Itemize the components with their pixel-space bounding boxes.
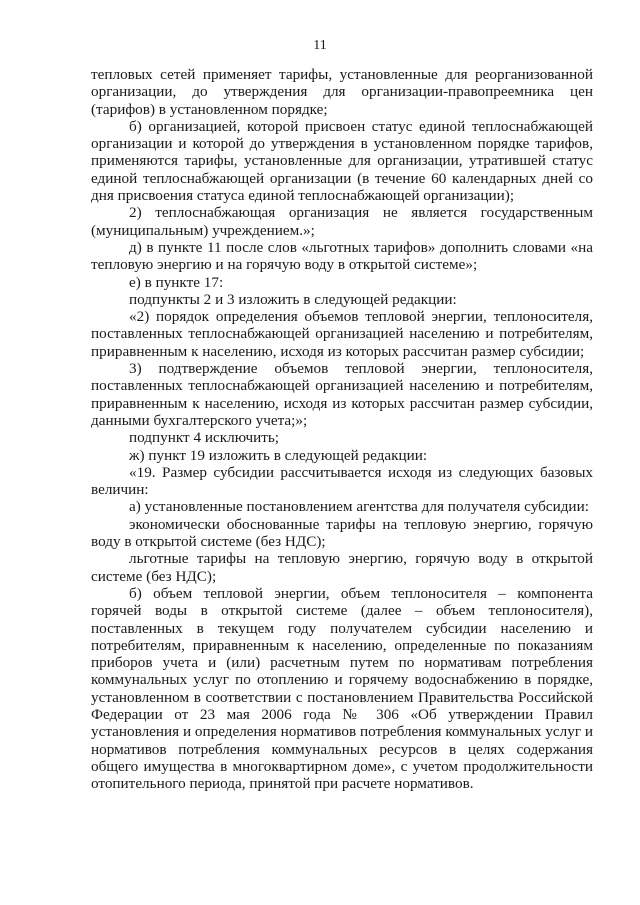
paragraph: «2) порядок определения объемов тепловой энергии, теплоносителя, поставленных теплоснабжающей организацией населению и потребителям, приравненным к населению, исходя из которых рассчитан размер субсидии; <box>91 308 593 360</box>
paragraph: подпункты 2 и 3 изложить в следующей редакции: <box>129 290 457 308</box>
paragraph: 3) подтверждение объемов тепловой энергии, теплоносителя, поставленных теплоснабжающей организацией населению и потребителям, приравненным к населению, исходя из которых рассчитан размер субсидии, данными бухгалтерского учета;»; <box>91 360 593 429</box>
paragraph: подпункт 4 исключить; <box>129 429 280 447</box>
paragraph: б) организацией, которой присвоен статус единой теплоснабжающей организации и которой до утверждения в установленном порядке тарифов, применяются тарифы, установленные для организации, утратившей статус единой теплоснабжающей организации (в течение 60 календарных дней со дня присвоения статуса единой теплоснабжающей организации); <box>91 117 593 205</box>
paragraph: д) в пункте 11 после слов «льготных тарифов» дополнить словами «на тепловую энергию и на горячую воду в открытой системе»; <box>91 238 593 274</box>
paragraph: «19. Размер субсидии рассчитывается исходя из следующих базовых величин: <box>91 463 593 499</box>
paragraph: б) объем тепловой энергии, объем теплоносителя – компонента горячей воды в открытой системе (далее – объем теплоносителя), поставленных в текущем году получателем субсидии населению и потребителям, приравненным к населению, определенные по показаниям приборов учета и (или) расчетным путем по нормативам потребления коммунальных услуг по отоплению и горячему водоснабжению в порядке, установленном в соответствии с постановлением Правительства Российской Федерации от 23 мая 2006 года № 306 «Об утверждении Правил установления и определения нормативов потребления коммунальных услуг и нормативов потребления коммунальных ресурсов в целях содержания общего имущества в многоквартирном доме», с учетом продолжительности отопительного периода, принятой при расчете нормативов. <box>91 584 593 793</box>
page-number: 11 <box>313 38 327 53</box>
document-body <box>91 66 593 792</box>
paragraph: льготные тарифы на тепловую энергию, горячую воду в открытой системе (без НДС); <box>91 550 593 585</box>
paragraph: ж) пункт 19 изложить в следующей редакции: <box>129 446 428 464</box>
paragraph: е) в пункте 17: <box>129 273 224 291</box>
paragraph: 2) теплоснабжающая организация не является государственным (муниципальным) учреждением.»; <box>91 204 593 239</box>
paragraph: а) установленные постановлением агентства для получателя субсидии: <box>129 498 589 516</box>
paragraph: экономически обоснованные тарифы на тепловую энергию, горячую воду в открытой системе (без НДС); <box>91 515 593 551</box>
paragraph: тепловых сетей применяет тарифы, установленные для реорганизованной организации, до утверждения для организации-правопреемника цен (тарифов) в установленном порядке; <box>91 66 593 118</box>
